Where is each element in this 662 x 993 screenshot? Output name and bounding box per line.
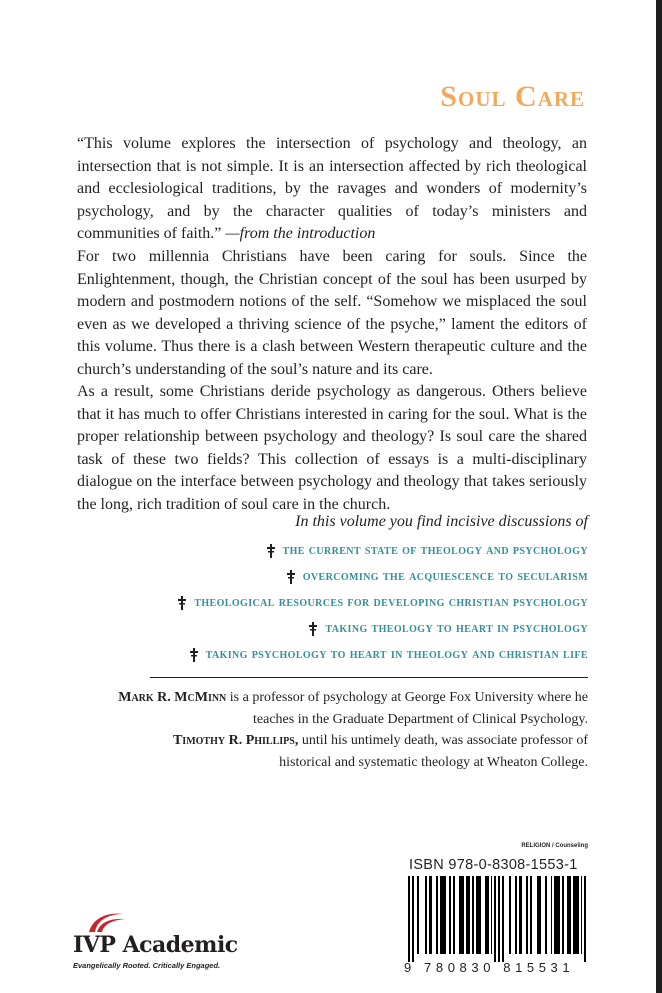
barcode-bar xyxy=(551,876,553,954)
author-bio-2 xyxy=(118,730,588,773)
barcode xyxy=(408,876,588,962)
barcode-bar xyxy=(466,876,470,954)
intro-quote xyxy=(77,133,587,246)
barcode-bar xyxy=(567,876,571,954)
author-bio-1 xyxy=(118,687,588,730)
barcode-bar xyxy=(412,876,414,962)
barcode-bar xyxy=(485,876,489,954)
topic-item xyxy=(78,564,588,590)
barcode-bar xyxy=(537,876,541,954)
author-bio-text: is a professor of psychology at George Fox University where he teaches in the Graduate Department of Clinical Psychology. xyxy=(226,690,588,727)
barcode-bar xyxy=(554,876,560,954)
barcode-bar xyxy=(562,876,564,954)
barcode-bar xyxy=(417,876,419,954)
topic-item xyxy=(78,538,588,564)
barcode-bar xyxy=(581,876,583,954)
barcode-bar xyxy=(530,876,532,954)
section-divider xyxy=(150,677,588,678)
topic-text: the current state of theology and psychology xyxy=(282,543,588,558)
topics-list xyxy=(78,538,588,668)
category-label: RELIGION / Counseling xyxy=(521,843,588,849)
publisher-logo xyxy=(73,910,253,970)
barcode-bar xyxy=(436,876,438,954)
description-paragraph-1: For two millennia Christians have been caring for souls. Since the Enlightenment, though, the Christian concept of the soul has been usurped by modern and postmodern notions of the self. “Somehow we misplaced the soul even as we developed a thriving science of the psyche,” lament the editors of this volume. Thus there is a clash between Western therapeutic culture and the church’s understanding of the soul’s nature and its care. xyxy=(77,248,587,378)
topic-item xyxy=(78,642,588,668)
topic-text: taking theology to heart in psychology xyxy=(325,621,588,636)
barcode-bar xyxy=(502,876,504,962)
cross-icon xyxy=(286,570,296,584)
barcode-bar xyxy=(491,876,493,954)
topic-item xyxy=(78,616,588,642)
spine-edge xyxy=(656,0,662,993)
topic-text: taking psychology to heart in theology and christian life xyxy=(205,647,588,662)
barcode-bar xyxy=(476,876,482,954)
publisher-name: IVP Academic xyxy=(73,932,238,958)
publisher-tagline: Evangelically Rooted. Critically Engaged. xyxy=(73,961,221,970)
topic-text: overcoming the acquiescence to secularism xyxy=(302,569,588,584)
barcode-bar xyxy=(573,876,579,954)
barcode-bar xyxy=(545,876,547,954)
barcode-bar xyxy=(515,876,517,954)
barcode-bar xyxy=(509,876,511,954)
cross-icon xyxy=(189,648,199,662)
description-paragraph-2: As a result, some Christians deride psychology as dangerous. Others believe that it has much to offer Christians interested in caring for the soul. What is the proper relationship between psychology and theology? Is soul care the shared task of these two fields? This collection of essays is a multi-disciplinary dialogue on the interface between psychology and theology that takes seriously the long, rich tradition of soul care in the church. xyxy=(77,383,587,513)
barcode-bar xyxy=(449,876,451,954)
barcode-bar xyxy=(586,876,588,877)
topic-item xyxy=(78,590,588,616)
barcode-digits: 9 780830 815531 xyxy=(404,960,575,975)
quote-text: “This volume explores the intersection of psychology and theology, an intersection that is not simple. It is an intersection affected by rich theological and ecclesiological traditions, by the ravages and wonders of modernity’s psychology, and by the character qualities of today’s ministers and communities of faith.” xyxy=(77,135,587,242)
barcode-bar xyxy=(526,876,528,954)
barcode-bar xyxy=(440,876,446,954)
barcode-bar xyxy=(429,876,433,954)
barcode-bar xyxy=(584,876,586,962)
barcode-bar xyxy=(453,876,455,954)
cross-icon xyxy=(266,544,276,558)
author-name: Timothy R. Phillips, xyxy=(172,733,299,748)
author-name: Mark R. McMinn xyxy=(118,690,227,705)
book-title: Soul Care xyxy=(440,80,585,113)
barcode-bar xyxy=(519,876,523,954)
quote-attribution: —from the introduction xyxy=(225,225,376,242)
cross-icon xyxy=(308,622,318,636)
barcode-bar xyxy=(408,876,410,962)
barcode-bar xyxy=(425,876,427,954)
topic-text: theological resources for developing christian psychology xyxy=(194,595,588,610)
barcode-bar xyxy=(459,876,465,954)
author-bio-text: until his untimely death, was associate professor of historical and systematic theology at Wheaton College. xyxy=(279,733,588,770)
barcode-bar xyxy=(494,876,496,962)
topics-intro: In this volume you find incisive discussions of xyxy=(295,513,588,530)
barcode-bar xyxy=(472,876,474,954)
cross-icon xyxy=(177,596,187,610)
barcode-bar xyxy=(498,876,500,962)
isbn-label: ISBN 978-0-8308-1553-1 xyxy=(409,857,578,873)
